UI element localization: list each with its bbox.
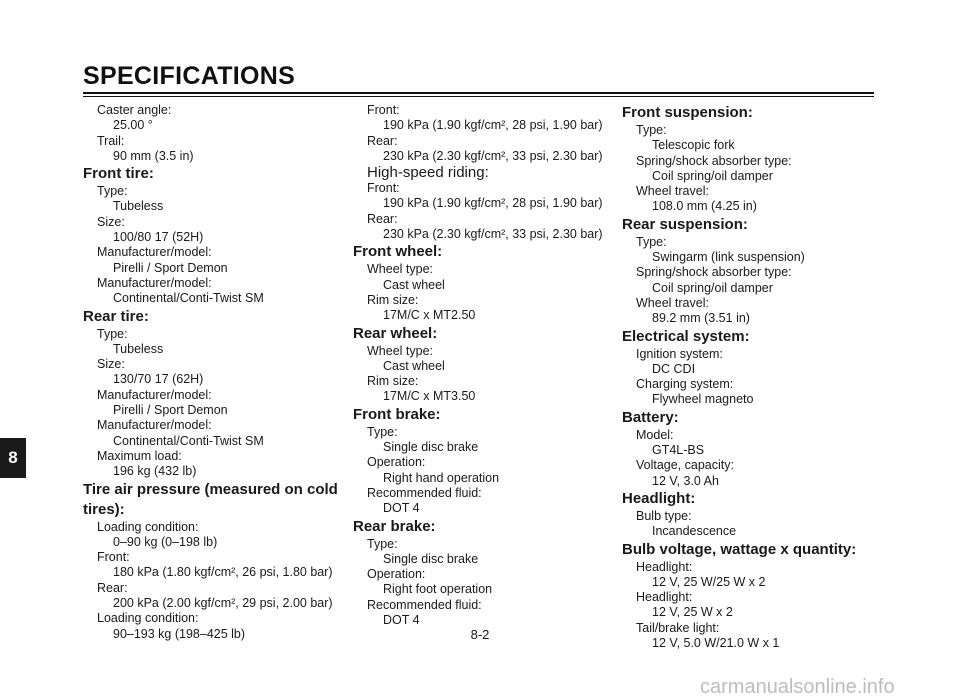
spec-value: 200 kPa (2.00 kgf/cm², 29 psi, 2.00 bar) (113, 596, 333, 611)
section-heading: Electrical system: (622, 327, 750, 345)
spec-value: 89.2 mm (3.51 in) (652, 311, 750, 326)
section-heading: Rear wheel: (353, 324, 438, 342)
spec-value: 190 kPa (1.90 kgf/cm², 28 psi, 1.90 bar) (383, 196, 603, 211)
chapter-tab: 8 (0, 438, 26, 478)
spec-value: Cast wheel (383, 358, 445, 373)
spec-value: Single disc brake (383, 440, 479, 455)
section-heading: tires): (83, 500, 125, 518)
spec-label: Headlight: (636, 559, 693, 574)
spec-value: 90 mm (3.5 in) (113, 148, 194, 163)
spec-label: Charging system: (636, 377, 734, 392)
page-title: SPECIFICATIONS (83, 62, 296, 90)
spec-value: Continental/Conti-Twist SM (113, 433, 264, 448)
spec-label: Manufacturer/model: (97, 387, 212, 402)
section-heading: Rear suspension: (622, 215, 748, 233)
section-heading: Front suspension: (622, 104, 753, 121)
spec-value: Swingarm (link suspension) (652, 250, 805, 265)
spec-value: 230 kPa (2.30 kgf/cm², 33 psi, 2.30 bar) (383, 148, 603, 163)
spec-value: DC CDI (652, 361, 696, 376)
section-heading: Rear tire: (83, 307, 149, 325)
spec-value: 180 kPa (1.80 kgf/cm², 26 psi, 1.80 bar) (113, 565, 333, 580)
spec-label: Loading condition: (97, 611, 199, 626)
watermark: carmanualsonline.info (700, 676, 895, 698)
title-rule-thick (83, 92, 874, 94)
spec-label: Headlight: (636, 590, 693, 605)
spec-label: Wheel type: (367, 343, 434, 358)
spec-label: Operation: (367, 567, 426, 582)
spec-label: Type: (636, 234, 667, 249)
spec-label: Spring/shock absorber type: (636, 153, 792, 168)
spec-label: Loading condition: (97, 519, 199, 534)
spec-value: Right foot operation (383, 582, 493, 597)
spec-value: Pirelli / Sport Demon (113, 260, 228, 275)
spec-label: Type: (367, 536, 398, 551)
spec-value: Tubeless (113, 199, 164, 214)
spec-label: Spring/shock absorber type: (636, 265, 792, 280)
spec-label: Size: (97, 357, 125, 372)
spec-value: Flywheel magneto (652, 392, 754, 407)
spec-label: Front: (97, 550, 130, 565)
spec-label: Manufacturer/model: (97, 245, 212, 260)
spec-label: Front: (367, 181, 400, 196)
spec-label: Trail: (97, 133, 125, 148)
spec-label: Rim size: (367, 292, 419, 307)
spec-label: Recommended fluid: (367, 597, 482, 612)
section-heading: Front brake: (353, 405, 441, 423)
spec-value: Single disc brake (383, 551, 479, 566)
spec-value: 108.0 mm (4.25 in) (652, 199, 757, 214)
spec-label: Type: (97, 184, 128, 199)
spec-label: Ignition system: (636, 346, 723, 361)
spec-label: Manufacturer/model: (97, 275, 212, 290)
spec-label: Bulb type: (636, 508, 692, 523)
section-heading: Headlight: (622, 489, 696, 507)
spec-value: Continental/Conti-Twist SM (113, 291, 264, 306)
spec-label: Maximum load: (97, 448, 182, 463)
spec-value: 230 kPa (2.30 kgf/cm², 33 psi, 2.30 bar) (383, 227, 603, 242)
spec-value: GT4L-BS (652, 443, 705, 458)
spec-label: Wheel travel: (636, 184, 709, 199)
spec-label: Wheel type: (367, 262, 434, 277)
spec-value: 12 V, 3.0 Ah (652, 473, 719, 488)
spec-value: Incandescence (652, 524, 737, 539)
spec-value: 90–193 kg (198–425 lb) (113, 626, 246, 641)
spec-value: 100/80 17 (52H) (113, 230, 204, 245)
section-heading: Front tire: (83, 165, 154, 183)
spec-label: Rim size: (367, 374, 419, 389)
section-heading: Tire air pressure (measured on cold (83, 480, 338, 498)
subsection-heading: High-speed riding: (367, 164, 489, 182)
spec-value: Right hand operation (383, 470, 500, 485)
spec-label: Operation: (367, 455, 426, 470)
spec-value: Cast wheel (383, 277, 445, 292)
spec-label: Tail/brake light: (636, 620, 720, 635)
spec-label: Rear: (367, 211, 398, 226)
section-heading: Rear brake: (353, 517, 436, 535)
spec-label: Caster angle: (97, 103, 172, 117)
spec-value: 17M/C x MT3.50 (383, 389, 476, 404)
spec-value: 12 V, 25 W/25 W x 2 (652, 574, 766, 589)
spec-value: Coil spring/oil damper (652, 280, 773, 295)
spec-column-2 (353, 103, 603, 628)
spec-value: Pirelli / Sport Demon (113, 403, 228, 418)
spec-value: Telescopic fork (652, 138, 735, 153)
spec-value: 12 V, 25 W x 2 (652, 605, 733, 620)
spec-label: Manufacturer/model: (97, 418, 212, 433)
spec-label: Recommended fluid: (367, 485, 482, 500)
spec-value: DOT 4 (383, 613, 420, 628)
spec-label: Front: (367, 103, 400, 117)
page-number: 8-2 (470, 627, 490, 642)
spec-value: 25.00 ° (113, 118, 153, 133)
spec-value: Coil spring/oil damper (652, 168, 773, 183)
spec-value: 12 V, 5.0 W/21.0 W x 1 (652, 636, 780, 651)
spec-label: Voltage, capacity: (636, 458, 734, 473)
spec-label: Size: (97, 214, 125, 229)
spec-value: DOT 4 (383, 501, 420, 516)
spec-column-3 (622, 103, 856, 651)
spec-value: 130/70 17 (62H) (113, 372, 204, 387)
spec-label: Rear: (367, 133, 398, 148)
spec-column-1 (83, 103, 338, 642)
spec-value: Tubeless (113, 341, 164, 356)
spec-label: Rear: (97, 580, 128, 595)
section-heading: Battery: (622, 408, 679, 426)
section-heading: Bulb voltage, wattage x quantity: (622, 540, 857, 558)
spec-label: Model: (636, 427, 674, 442)
spec-label: Wheel travel: (636, 295, 709, 310)
section-heading: Front wheel: (353, 243, 443, 261)
spec-label: Type: (636, 123, 667, 137)
title-rule-thin (83, 96, 874, 97)
spec-value: 0–90 kg (0–198 lb) (113, 534, 218, 549)
spec-value: 196 kg (432 lb) (113, 464, 197, 479)
spec-value: 17M/C x MT2.50 (383, 308, 476, 323)
spec-label: Type: (367, 424, 398, 439)
spec-value: 190 kPa (1.90 kgf/cm², 28 psi, 1.90 bar) (383, 118, 603, 133)
spec-label: Type: (97, 326, 128, 341)
